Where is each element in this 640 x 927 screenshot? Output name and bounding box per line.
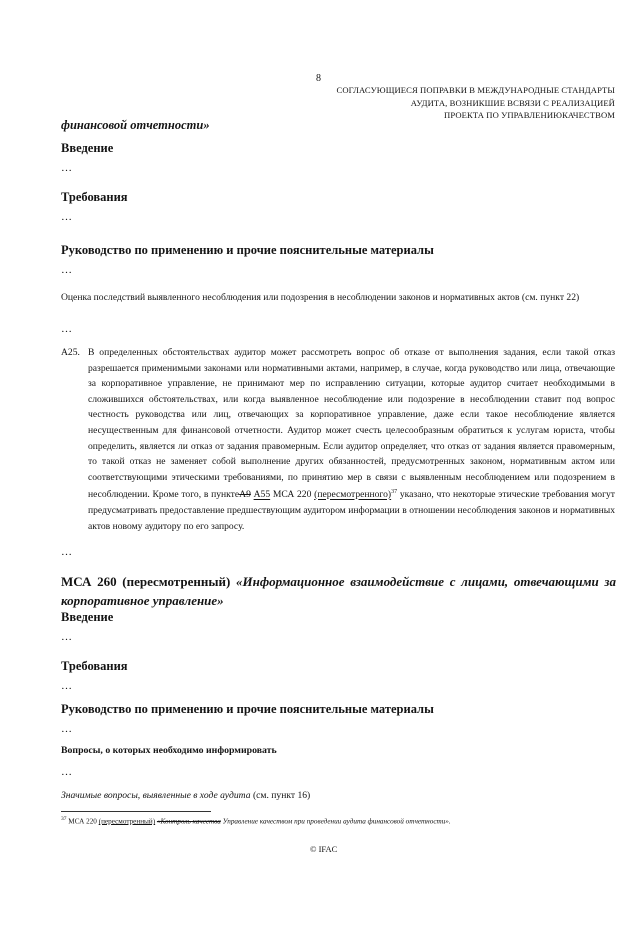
significant-matters-italic: Значимые вопросы, выявленные в ходе аудита (61, 790, 251, 801)
ellipsis: … (61, 264, 73, 276)
paragraph-a25 (61, 345, 615, 534)
a25-text-part-1: В определенных обстоятельствах аудитор может рассмотреть вопрос об отказе от выполнения задания, если такой отказ разрешается применимыми законами или нормативными актами, например, в случае, когда руководство или лица, отвечающие за корпоративное управление, не принимают мер по исправлению ситуации, которые аудитор считает необходимыми в сложившихся обстоятельствах, или когда выявленное несоблюдение или подозрение в несоблюдении ставит под вопрос честность руководства или лиц, отвечающих за корпоративное управление, даже если такое несоблюдение является несущественным для финансовой отчетности. Аудитор может счесть целесообразным обратиться к услугам юриста, чтобы определить, является ли отказ от задания правомерным. Если аудитор определяет, что отказ от задания является правомерным, то такой отказ не заменяет собой выполнение других обязанностей, предусмотренных законом, нормативным актом или соответствующими этическими требованиями, по принятию мер в связи с выявленным несоблюдением или подозрением в несоблюдении. Кроме того, в пункте (88, 347, 615, 501)
a25-text-part-2: МСА 220 (272, 489, 312, 501)
section2-guidance-heading: Руководство по применению и прочие пояснительные материалы (61, 702, 434, 716)
footnote-separator (61, 811, 211, 812)
page-footer: © IFAC (310, 844, 338, 854)
section2-subheading: Вопросы, о которых необходимо информировать (61, 745, 277, 756)
ellipsis: … (61, 680, 73, 692)
significant-matters-line (61, 788, 616, 804)
running-header-line-1: СОГЛАСУЮЩИЕСЯ ПОПРАВКИ В МЕЖДУНАРОДНЫЕ СТАНДАРТЫ (336, 85, 615, 95)
section2-heading (61, 572, 616, 610)
a25-text-part-3: указано, что некоторые этические требования могут предусматривать предоставление предшествующим аудитором информации в отношении несоблюдения законов и нормативных актов новому аудитору по его запросу. (88, 489, 616, 532)
ellipsis: … (61, 211, 73, 223)
section1-guidance-heading: Руководство по применению и прочие пояснительные материалы (61, 243, 434, 257)
ellipsis: … (61, 546, 73, 558)
section2-requirements-heading: Требования (61, 659, 128, 673)
ellipsis: … (61, 631, 73, 643)
footnote-37 (61, 816, 451, 825)
a25-inserted-word: (пересмотренного) (314, 489, 392, 501)
section1-intro-heading: Введение (61, 141, 114, 155)
footnote-prefix: МСА 220 (68, 817, 97, 826)
section2-heading-italic: «Информационное взаимодействие с лицами, отвечающими за корпоративное управление» (61, 574, 616, 608)
footnote-inserted: (пересмотренный) (98, 817, 156, 826)
running-header (337, 84, 615, 122)
a25-deleted-ref: А9 (239, 489, 251, 501)
footnote-number: 37 (61, 816, 67, 822)
ellipsis: … (61, 766, 73, 778)
footnote-text: Управление качеством при проведении аудита финансовой отчетности». (222, 817, 451, 826)
paragraph-a25-label: A25. (61, 347, 80, 358)
section2-intro-heading: Введение (61, 610, 114, 624)
ellipsis: … (61, 323, 73, 335)
footnote-deleted: «Контроль качества (156, 817, 221, 826)
running-header-line-2: АУДИТА, ВОЗНИКШИЕ ВСВЯЗИ С РЕАЛИЗАЦИЕЙ (410, 97, 615, 108)
paragraph-a25-text (88, 345, 615, 534)
page-number: 8 (316, 73, 321, 84)
significant-matters-ref: (см. пункт 16) (252, 790, 311, 801)
footnote-ref: 37 (391, 489, 398, 496)
section1-requirements-heading: Требования (61, 190, 128, 204)
section1-subheading: Оценка последствий выявленного несоблюдения или подозрения в несоблюдении законов и нормативных актов (см. пункт 22) (61, 292, 580, 303)
ellipsis: … (61, 723, 73, 735)
ellipsis: … (61, 162, 73, 174)
continued-title: финансовой отчетности» (61, 118, 210, 132)
a25-inserted-ref: A55 (253, 489, 271, 501)
running-header-line-3: ПРОЕКТА ПО УПРАВЛЕНИЮКАЧЕСТВОМ (444, 110, 615, 120)
section2-heading-plain: МСА 260 (пересмотренный) (61, 574, 231, 589)
